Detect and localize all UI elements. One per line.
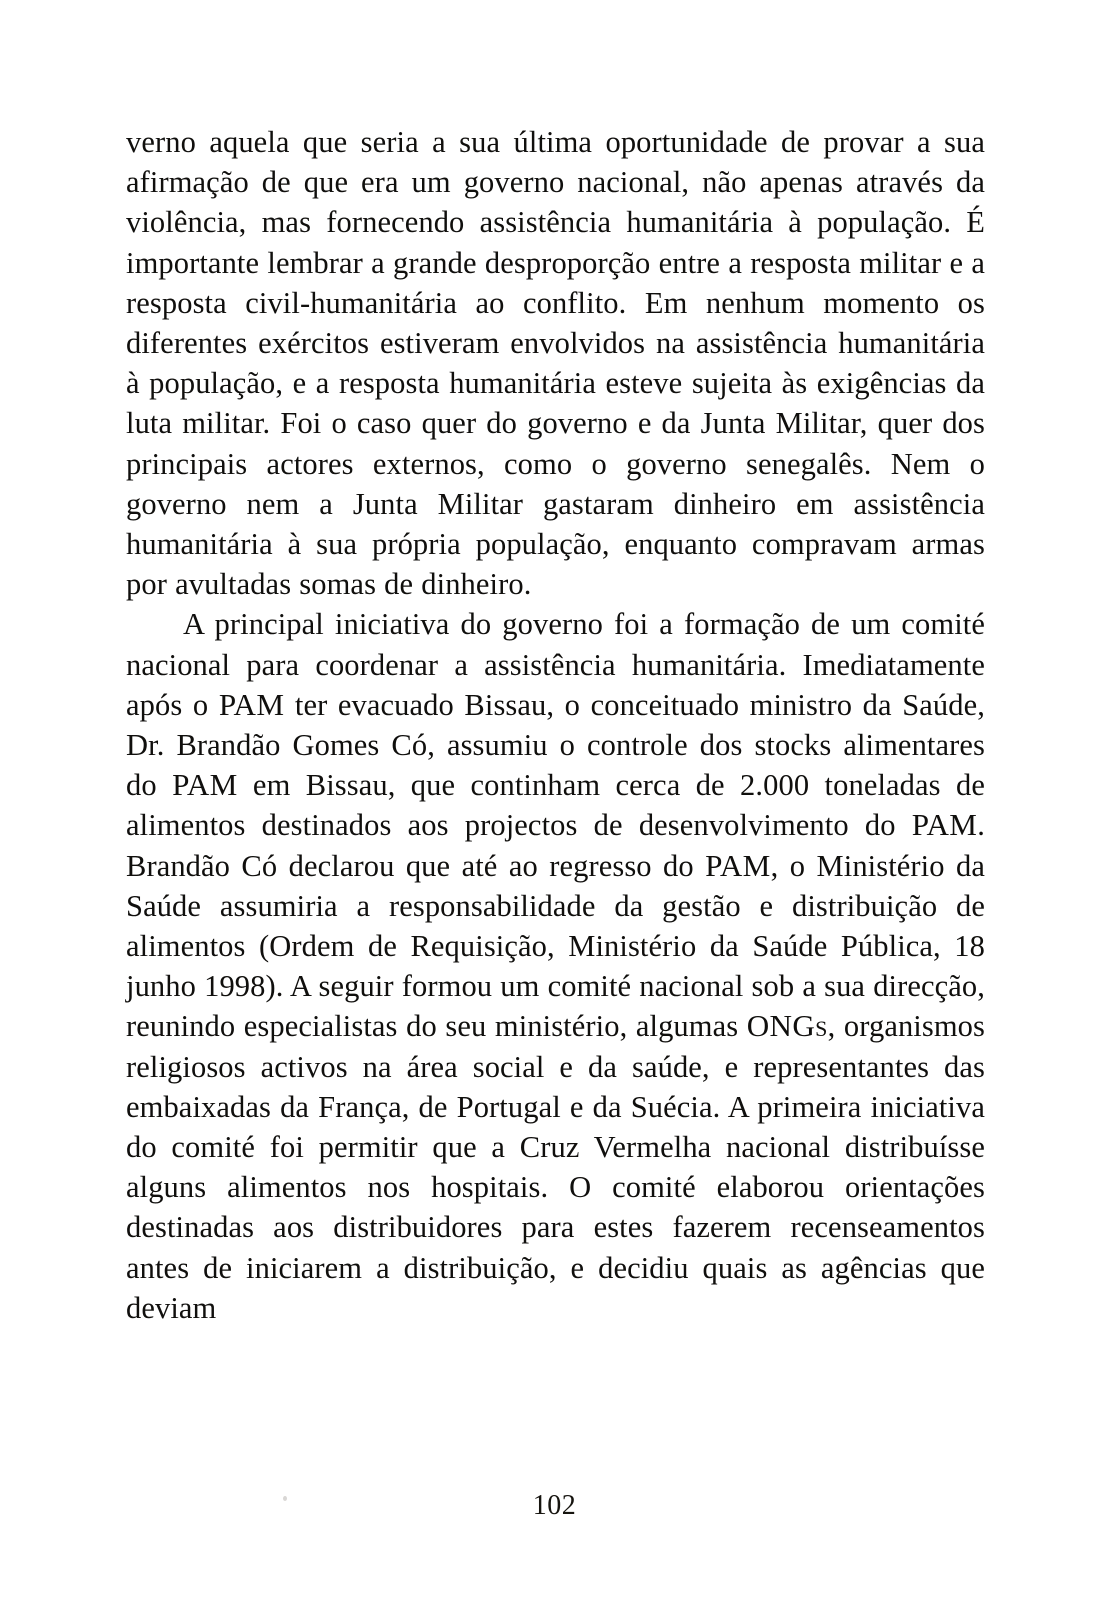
acronym-smallcaps: PAM	[218, 686, 285, 722]
page-number: 102	[532, 1490, 577, 1521]
paragraph-committee: A principal iniciativa do governo foi a formação de um comité nacional para coordenar a assistência humanitária. Imediatamente após o PAM ter evacuado Bissau, o conceituado ministro da Saúde, Dr. Brandão Gomes Có, assumiu o controle dos stocks alimentares do PAM em Bissau, que continham cerca de 2.000 toneladas de alimentos destinados aos projectos de desenvolvimento do PAM. Brandão Có declarou que até ao regresso do PAM, o Ministério da Saúde assumiria a responsabilidade da gestão e distribuição de alimentos (Ordem de Requisição, Ministério da Saúde Pública, 18 junho 1998). A seguir formou um comité nacional sob a sua direcção, reunindo especialistas do seu ministério, algumas ONGs, organismos religiosos activos na área social e da saúde, e representantes das embaixadas da França, de Portugal e da Suécia. A primeira iniciativa do comité foi permitir que a Cruz Vermelha nacional distribuísse alguns alimentos nos hospitais. O comité elaborou orientações destinadas aos distribuidores para estes fazerem recenseamentos antes de iniciarem a distribuição, e decidiu quais as agências que deviam	[126, 607, 985, 1325]
acronym-smallcaps: PAM	[172, 767, 238, 803]
paragraph-continued: verno aquela que seria a sua última oportunidade de provar a sua afirmação de que era um governo nacional, não apenas através da violência, mas fornecendo assistência humanitária à população. É importante lembrar a grande desproporção entre a resposta militar e a resposta civil-humanitária ao conflito. Em nenhum momento os diferentes exércitos estiveram envolvidos na assistência humanitária à população, e a resposta humanitária esteve sujeita às exigências da luta militar. Foi o caso quer do governo e da Junta Militar, quer dos principais actores externos, como o governo senegalês. Nem o governo nem a Junta Militar gastaram dinheiro em assistência humanitária à sua própria população, enquanto compravam armas por avultadas somas de dinheiro.	[126, 125, 985, 602]
acronym-smallcaps: ONGs	[746, 1008, 828, 1044]
body-text-column	[126, 122, 985, 1328]
scan-artifact-speck	[283, 1496, 287, 1501]
acronym-smallcaps: PAM	[705, 847, 771, 883]
acronym-smallcaps: PAM	[911, 807, 978, 843]
